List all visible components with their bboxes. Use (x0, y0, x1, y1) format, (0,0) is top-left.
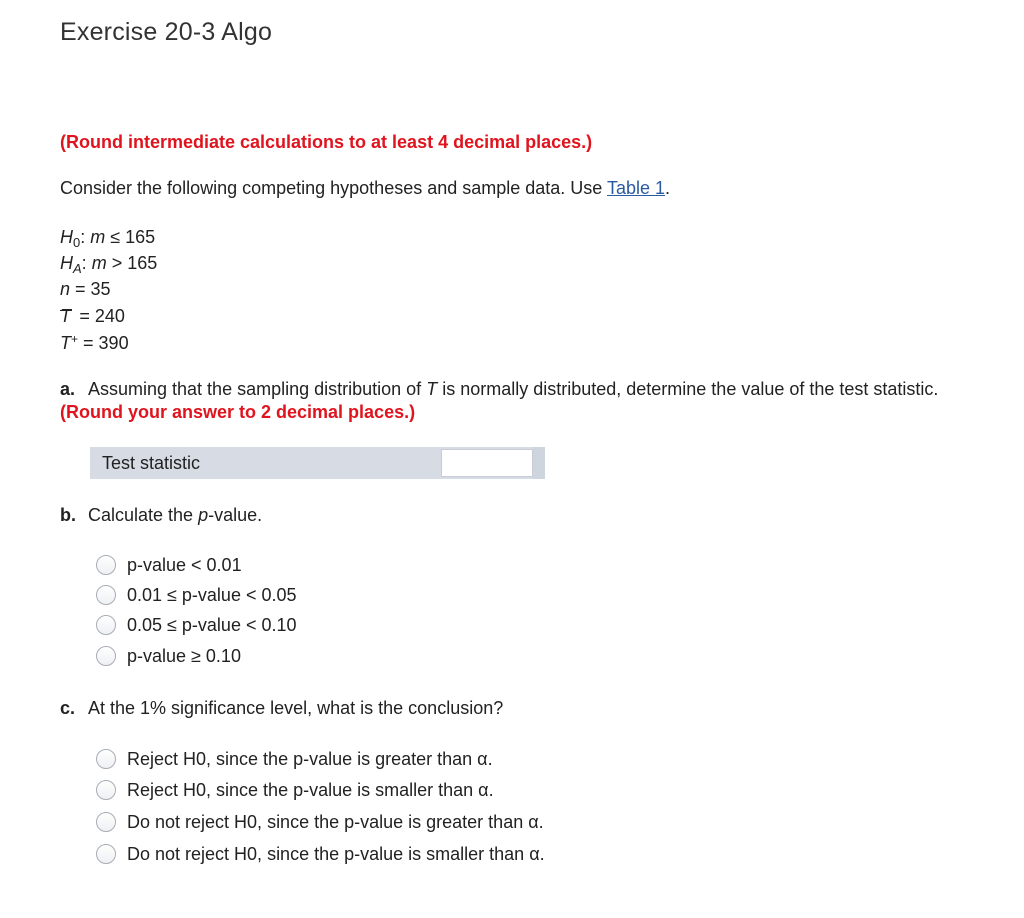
part-a-round-note: (Round your answer to 2 decimal places.) (60, 402, 416, 422)
test-statistic-label: Test statistic (102, 453, 201, 473)
page-title: Exercise 20-3 Algo (60, 18, 273, 46)
option-label: Reject H0, since the p-value is smaller than α. (127, 779, 494, 800)
sample-size-value: = 35 (75, 279, 111, 299)
null-hypothesis-value: ≤ 165 (110, 227, 156, 247)
t-plus: T+ = 390 (60, 332, 129, 353)
radio-button[interactable] (96, 812, 116, 832)
part-c-text: At the 1% significance level, what is the conclusion? (88, 698, 504, 718)
radio-button[interactable] (96, 780, 116, 800)
null-hypothesis: $H_0$: m ≤ 165 (60, 227, 156, 250)
table-1-link[interactable]: Table 1 (607, 178, 666, 198)
radio-button[interactable] (96, 646, 116, 666)
sample-size: n = 35 (60, 279, 111, 299)
test-statistic-input[interactable] (441, 449, 533, 477)
intro-end: . (665, 178, 671, 198)
part-c-question (60, 698, 503, 719)
option-label: Do not reject H0, since the p-value is smaller than α. (127, 843, 545, 864)
option-label: p-value < 0.01 (127, 554, 242, 575)
option-label: Reject H0, since the p-value is greater than α. (127, 748, 493, 769)
radio-button[interactable] (96, 749, 116, 769)
t-minus: T = 240 (60, 306, 125, 326)
radio-button[interactable] (96, 615, 116, 635)
option-label: 0.05 ≤ p-value < 0.10 (127, 614, 297, 635)
conclusion-option-4[interactable] (96, 842, 545, 866)
rounding-note: (Round intermediate calculations to at least 4 decimal places.) (60, 132, 593, 152)
radio-button[interactable] (96, 555, 116, 575)
intro-sentence: Consider the following competing hypotheses and sample data. Use (60, 178, 607, 198)
part-b-text-1: Calculate the (88, 505, 199, 525)
part-c-letter: c. (60, 698, 76, 718)
part-a-text-1: Assuming that the sampling distribution of (88, 379, 427, 399)
part-b-text-2: -value. (208, 505, 263, 525)
conclusion-option-2[interactable] (96, 778, 494, 802)
option-label: p-value ≥ 0.10 (127, 645, 241, 666)
conclusion-option-1[interactable] (96, 747, 493, 771)
part-a-letter: a. (60, 379, 76, 399)
part-b-question: b. Calculate the p-value. (60, 505, 263, 525)
p-value-option-3[interactable] (96, 613, 297, 637)
p-value-option-4[interactable] (96, 644, 241, 668)
radio-button[interactable] (96, 585, 116, 605)
part-a-text-2: is normally distributed, determine the value of the test statistic. (437, 379, 939, 399)
p-value-option-2[interactable] (96, 583, 297, 607)
alternative-hypothesis-value: > 165 (111, 253, 158, 273)
part-b-letter: b. (60, 505, 76, 525)
option-label: 0.01 ≤ p-value < 0.05 (127, 584, 297, 605)
t-minus-value: = 240 (79, 306, 125, 326)
test-statistic-row-end (533, 447, 545, 479)
conclusion-option-3[interactable] (96, 810, 544, 834)
p-value-option-1[interactable] (96, 553, 242, 577)
option-label: Do not reject H0, since the p-value is greater than α. (127, 811, 544, 832)
radio-button[interactable] (96, 844, 116, 864)
alternative-hypothesis: $H_A$: m > 165 (60, 253, 158, 276)
part-a-question: a. Assuming that the sampling distribution of T is normally distributed, determine the value of the test statistic. (Round your answer to 2 decimal places.) (60, 379, 939, 422)
intro-text (60, 178, 670, 199)
t-plus-value: = 390 (83, 333, 129, 353)
